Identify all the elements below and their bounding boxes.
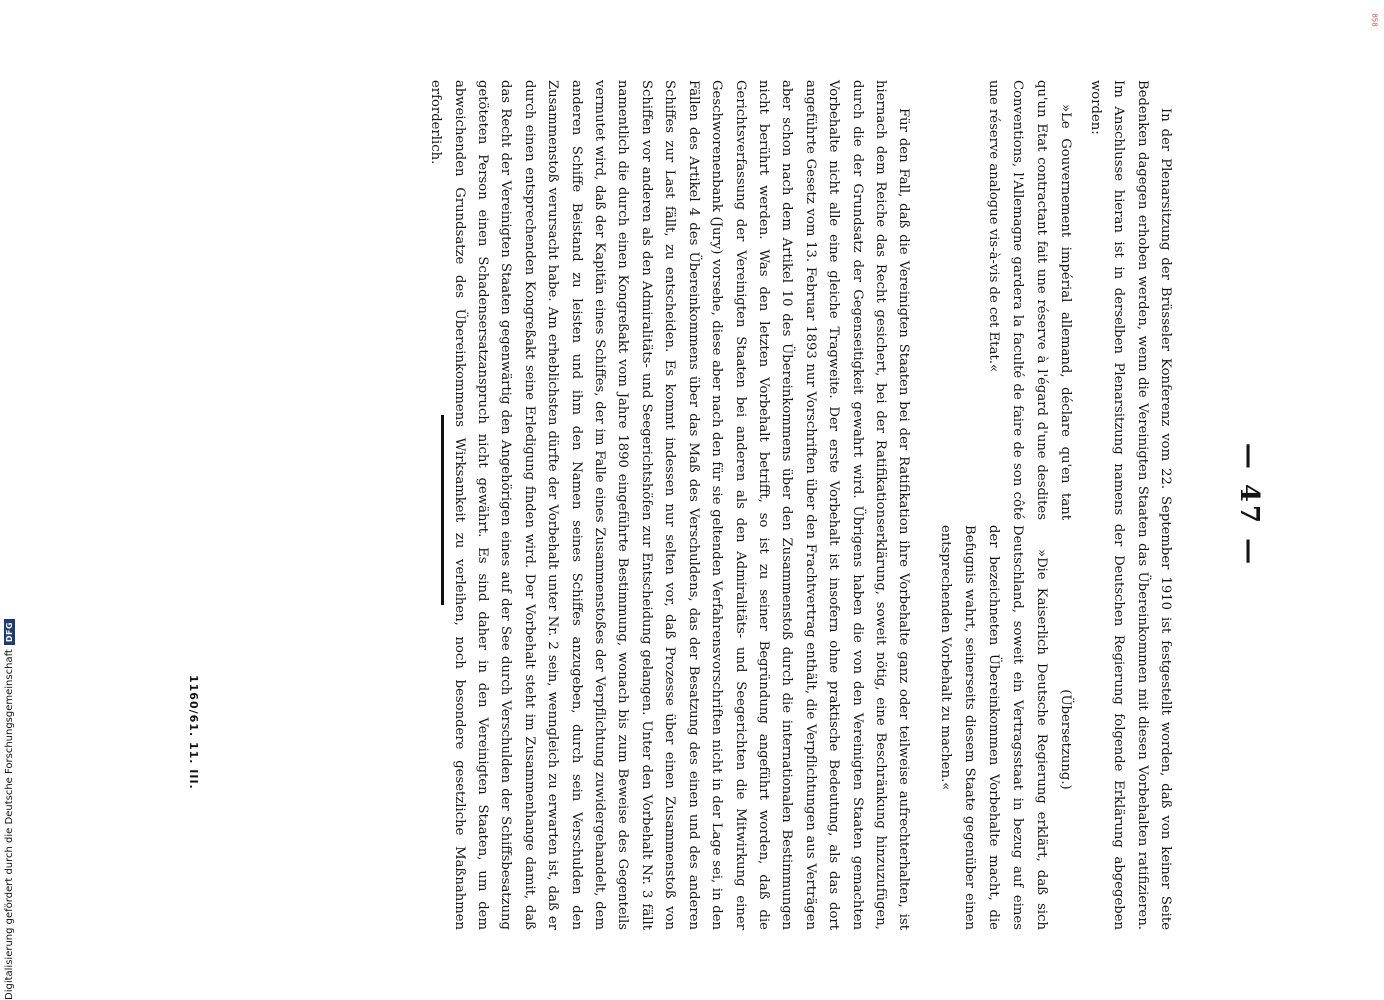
side-stamp bbox=[1366, 0, 1384, 40]
digitization-credit bbox=[0, 600, 18, 1000]
french-declaration: »Le Gouvernement impérial allemand, déclare qu'en tant qu'un Etat contractant fait une réserve à l'égard d'une desdites Conventions, l'Allemagne gardera la faculté de faire de son côté une réserve analogue vis-à-vis de cet Etat.« bbox=[986, 80, 1074, 520]
side-stamp-text: 858 bbox=[1371, 13, 1379, 27]
credit-line bbox=[0, 600, 18, 1000]
intro-paragraph: In der Plenarsitzung der Brüsseler Konferenz vom 22. September 1910 ist festgestellt worden, daß von keiner Seite Bedenken dagegen erhoben werden, wenn die Vereinigten Staaten das Übereinkommen mit diesen Vorbehalten ratifizieren. Im Anschlusse hieran ist in derselben Plenarsitzung namens der Deutschen Regierung folgende Erklärung abgegeben worden: bbox=[1087, 80, 1173, 930]
credit-text: Digitalisierung gefördert durch die Deutsche Forschungsgemeinschaft bbox=[3, 649, 15, 1000]
translation-text: »Die Kaiserlich Deutsche Regierung erklärt, daß sich Deutschland, soweit ein Vertragsstaat in bezug auf eines der bezeichneten Übereinkommen Vorbehalte macht, die Befugnis wahrt, seinerseits diesem Staate gegenüber einen entsprechenden Vorbehalt zu machen.« bbox=[938, 525, 1050, 930]
declaration-columns bbox=[933, 80, 1077, 930]
footer-code: 1160/61. 11. III. bbox=[187, 675, 200, 790]
end-rule bbox=[442, 415, 445, 605]
dfg-logo: DFG bbox=[4, 619, 15, 645]
page-text bbox=[424, 80, 1177, 930]
translation-heading: (Übersetzung.) bbox=[1058, 689, 1074, 790]
rotated-page bbox=[132, 80, 1282, 930]
french-column bbox=[933, 80, 1077, 520]
page-number: — 47 — bbox=[1234, 442, 1264, 568]
german-column bbox=[933, 525, 1077, 930]
body-paragraph: Für den Fall, daß die Vereinigten Staaten bei der Ratifikation ihre Vorbehalte ganz oder teilweise aufrechterhalten, ist hiernach dem Reiche das Recht gesichert, bei der Ratifikationserklärung, soweit nötig, eine Beschränkung hinzuzufügen, durch die der Grundsatz der Gegenseitigkeit gewahrt wird. Übrigens haben die von den Vereinigten Staaten gemachten Vorbehalte nicht alle eine gleiche Tragweite. Der erste Vorbehalt ist insofern ohne praktische Bedeutung, als das dort angeführte Gesetz vom 13. Februar 1893 nur Vorschriften über den Frachtvertrag enthält, die Verpflichtungen aus Verträgen aber schon nach dem Artikel 10 des Übereinkommens über den Zusammenstoß durch die internationalen Bestimmungen nicht berührt werden. Was den letzten Vorbehalt betrifft, so ist zu seiner Begründung angeführt worden, daß die Gerichtsverfassung der Vereinigten Staaten bei anderen als den Admiralitäts- und Seegerichten die Mitwirkung einer Geschworenenbank (Jury) vorsehe, diese aber nach den für sie geltenden Verfahrensvorschriften nicht in der Lage sei, in den Fällen des Artikel 4 des Übereinkommens über das Maß des Verschuldens, das der Besatzung des einen und des anderen Schiffes zur Last fällt, zu entscheiden. Es kommt indessen nur selten vor, daß Prozesse über einen Zusammenstoß von Schiffen vor anderen als den Admiralitäts- und Seegerichtshöfen zur Entscheidung gelangen. Unter den Vorbehalt Nr. 3 fällt namentlich die durch einen Kongreßakt vom Jahre 1890 eingeführte Bestimmung, wonach bis zum Beweise des Gegenteils vermutet wird, daß der Kapitän eines Schiffes, der im Falle eines Zusammenstoßes der Verpflichtung zuwidergehandelt, dem anderen Schiffe Beistand zu leisten und ihm den Namen seines Schiffes anzugeben, durch sein Verschulden den Zusammenstoß verursacht habe. Am erheblichsten dürfte der Vorbehalt unter Nr. 2 sein, wenngleich zu erwarten ist, daß er durch einen entsprechenden Kongreßakt seine Erledigung finden wird. Der Vorbehalt steht im Zusammenhange damit, daß das Recht der Vereinigten Staaten gegenwärtig den Angehörigen eines auf der See durch Verschulden der Schiffsbesatzung getöteten Person einen Schadensersatzanspruch nicht gewährt. Es sind daher in den Vereinigten Staaten, um dem abweichenden Grundsatze des Übereinkommens Wirksamkeit zu verleihen, noch besondere gesetzliche Maßnahmen erforderlich. bbox=[428, 80, 912, 930]
